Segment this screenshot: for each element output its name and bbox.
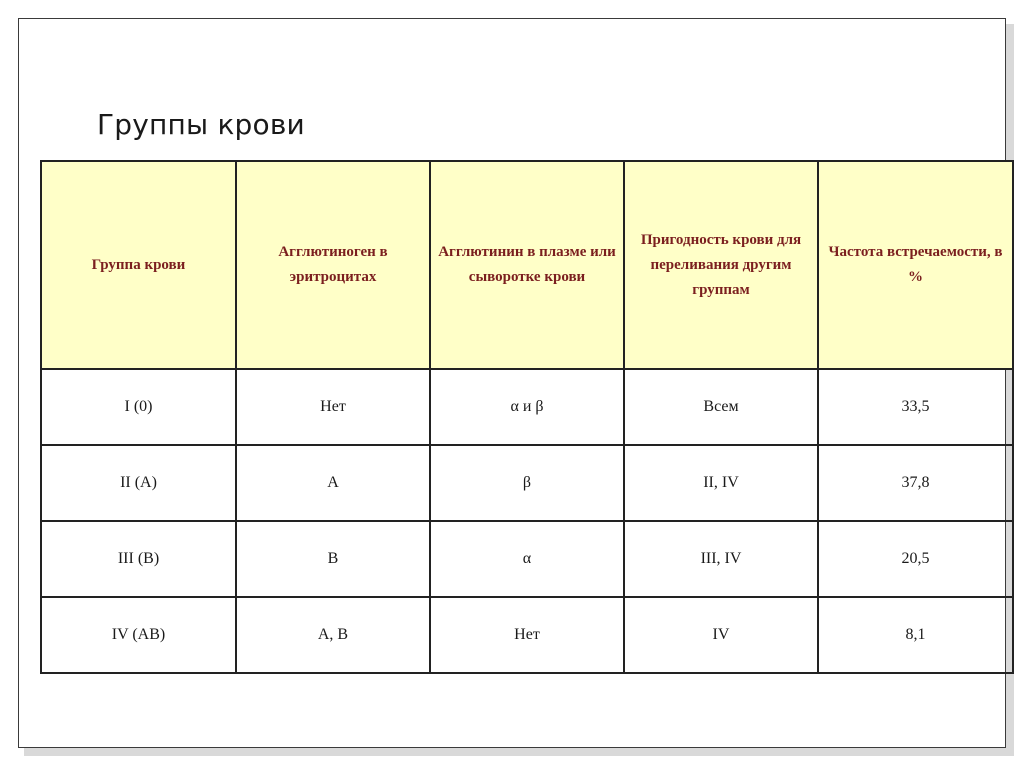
table-row [41, 369, 1013, 445]
cell-blood-group: I (0) [41, 369, 236, 445]
cell-frequency: 37,8 [818, 445, 1013, 521]
cell-agglutinin: β [430, 445, 624, 521]
header-blood-group: Группа крови [41, 161, 236, 369]
header-agglutinin: Агглютинин в плазме или сыворотке крови [430, 161, 624, 369]
table-row [41, 597, 1013, 673]
cell-agglutinin: α и β [430, 369, 624, 445]
cell-agglutinogen: А, В [236, 597, 430, 673]
cell-agglutinogen: Нет [236, 369, 430, 445]
cell-transfusion-suitability: Всем [624, 369, 818, 445]
cell-agglutinogen: А [236, 445, 430, 521]
table-row [41, 521, 1013, 597]
cell-agglutinin: α [430, 521, 624, 597]
header-agglutinogen: Агглютиноген в эритроцитах [236, 161, 430, 369]
cell-frequency: 33,5 [818, 369, 1013, 445]
cell-blood-group: II (A) [41, 445, 236, 521]
cell-frequency: 20,5 [818, 521, 1013, 597]
table-row [41, 445, 1013, 521]
cell-transfusion-suitability: IV [624, 597, 818, 673]
cell-transfusion-suitability: III, IV [624, 521, 818, 597]
header-transfusion-suitability: Пригодность крови для переливания другим группам [624, 161, 818, 369]
cell-blood-group: III (B) [41, 521, 236, 597]
cell-transfusion-suitability: II, IV [624, 445, 818, 521]
cell-agglutinin: Нет [430, 597, 624, 673]
blood-groups-table [40, 160, 1014, 674]
cell-agglutinogen: В [236, 521, 430, 597]
cell-frequency: 8,1 [818, 597, 1013, 673]
header-frequency: Частота встречаемости, в % [818, 161, 1013, 369]
slide-title: Группы крови [97, 108, 305, 141]
table-header-row [41, 161, 1013, 369]
cell-blood-group: IV (AB) [41, 597, 236, 673]
